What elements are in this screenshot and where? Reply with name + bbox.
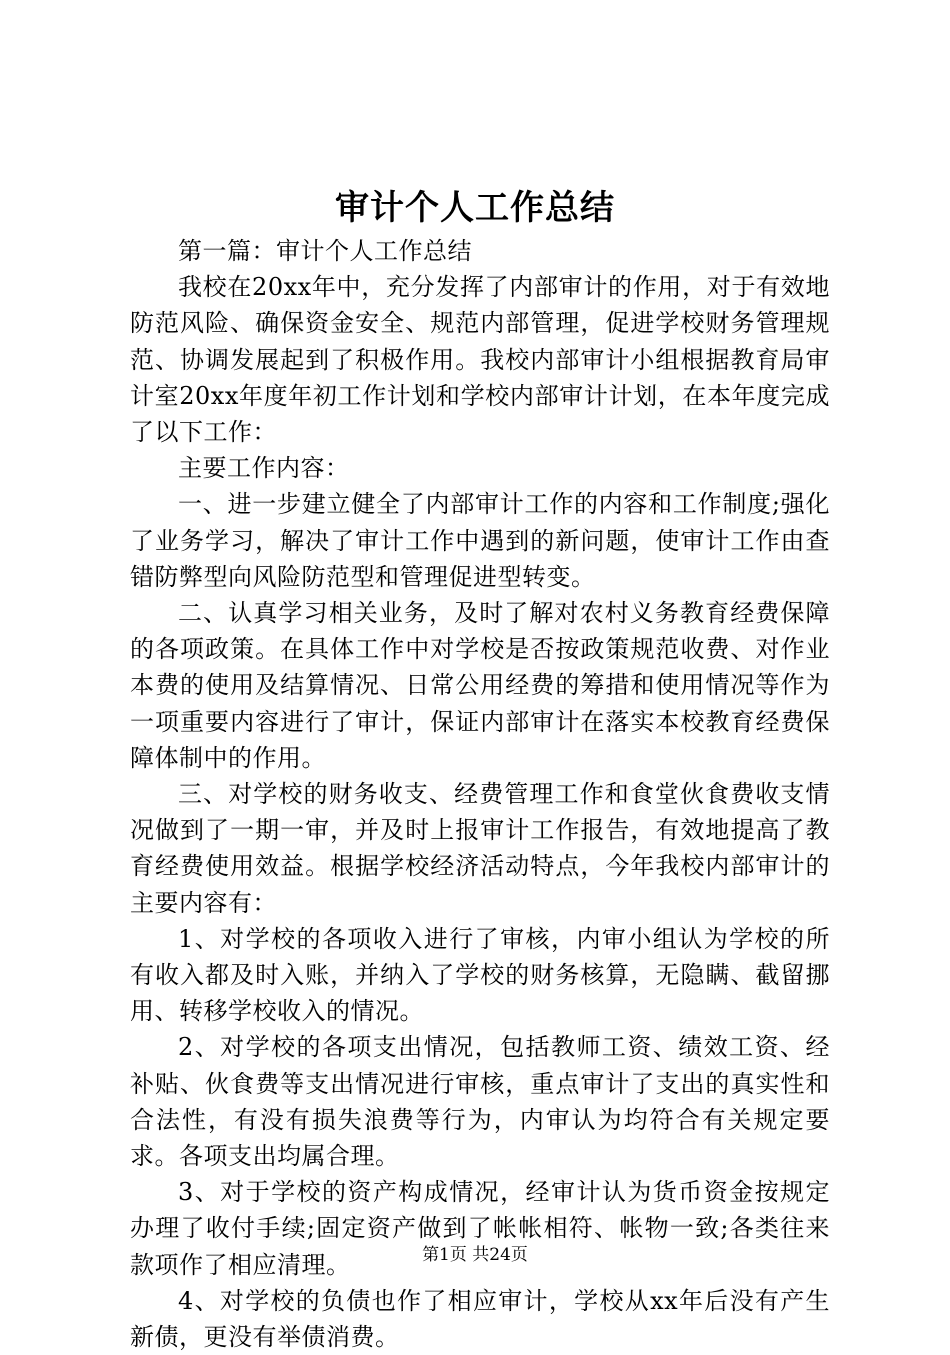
paragraph-item-one: 一、进一步建立健全了内部审计工作的内容和工作制度;强化了业务学习，解决了审计工作中遇到的新问题，使审计工作由查错防弊型向风险防范型和管理促进型转变。 [130, 490, 830, 591]
paragraph-subitem-1: 1、对学校的各项收入进行了审核，内审小组认为学校的所有收入都及时入账，并纳入了学校的财务核算，无隐瞒、截留挪用、转移学校收入的情况。 [130, 924, 830, 1026]
document-title: 审计个人工作总结 [335, 188, 615, 228]
paragraph-subitem-2: 2、对学校的各项支出情况，包括教师工资、绩效工资、经补贴、伙食费等支出情况进行审核，重点审计了支出的真实性和合法性，有没有损失浪费等行为，内审认为均符合有关规定要求。各项支出均属合理。 [130, 1033, 830, 1171]
section-heading: 第一篇：审计个人工作总结 [178, 237, 472, 265]
paragraph-item-three: 三、对学校的财务收支、经费管理工作和食堂伙食费收支情况做到了一期一审，并及时上报审计工作报告，有效地提高了教育经费使用效益。根据学校经济活动特点，今年我校内部审计的主要内容有： [130, 780, 830, 917]
paragraph-main-content-heading: 主要工作内容： [178, 454, 350, 483]
paragraph-intro: 我校在20xx年中，充分发挥了内部审计的作用，对于有效地防范风险、确保资金安全、规范内部管理，促进学校财务管理规范、协调发展起到了积极作用。我校内部审计小组根据教育局审计室20xx年度年初工作计划和学校内部审计计划，在本年度完成了以下工作： [130, 273, 830, 447]
paragraph-item-two: 二、认真学习相关业务，及时了解对农村义务教育经费保障的各项政策。在具体工作中对学校是否按政策规范收费、对作业本费的使用及结算情况、日常公用经费的筹措和使用情况等作为一项重要内容进行了审计，保证内部审计在落实本校教育经费保障体制中的作用。 [130, 599, 830, 772]
paragraph-subitem-4: 4、对学校的负债也作了相应审计，学校从xx年后没有产生新债，更没有举债消费。 [130, 1286, 830, 1352]
page-number-footer: 第1页 共24页 [422, 1245, 528, 1265]
paragraph-subitem-3: 3、对于学校的资产构成情况，经审计认为货币资金按规定办理了收付手续;固定资产做到了帐帐相符、帐物一致;各类往来款项作了相应清理。 [130, 1178, 830, 1279]
document-body [130, 233, 830, 1355]
